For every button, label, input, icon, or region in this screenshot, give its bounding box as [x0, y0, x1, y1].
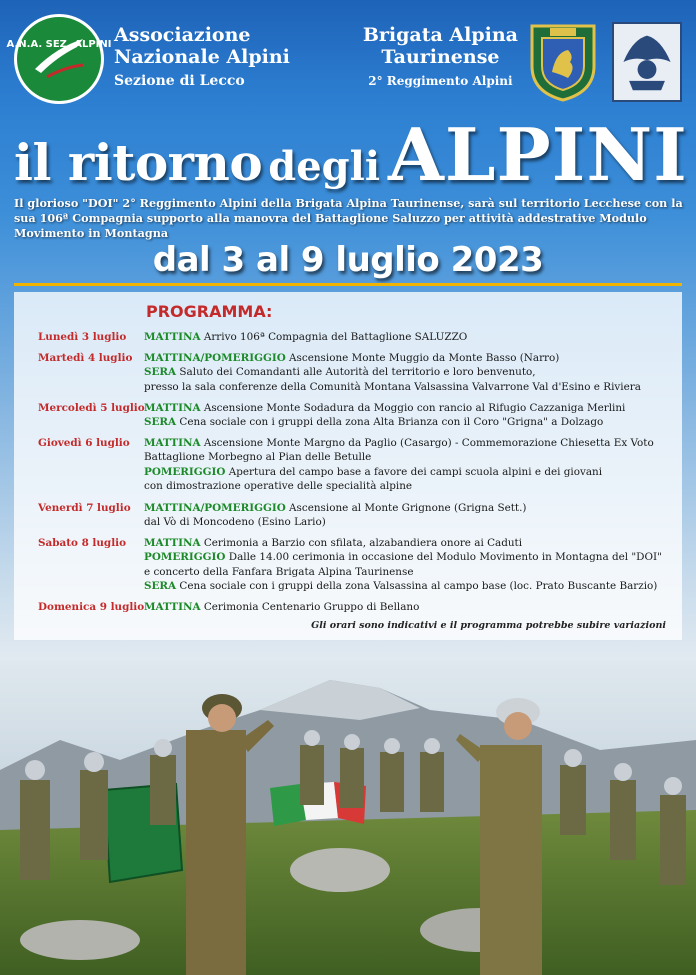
activity-text: Ascensione al Monte Grignone (Grigna Sett.) — [285, 502, 527, 514]
ana-name-line2: Nazionale Alpini — [114, 46, 290, 68]
regiment-crest-icon — [612, 22, 682, 102]
activity-text: Cena sociale con i gruppi della zona Valsassina al campo base (loc. Prato Buscante Barzio) — [176, 579, 658, 592]
programme-heading: PROGRAMMA: — [146, 302, 273, 321]
title-part1: il ritorno — [14, 133, 263, 192]
time-key: SERA — [144, 416, 177, 429]
day-label: Lunedì 3 luglio — [38, 331, 127, 343]
alpine-ceremony-photo — [0, 660, 696, 975]
intro-text: Il glorioso "DOI" 2° Reggimento Alpini della Brigata Alpina Taurinense, sarà sul territorio Lecchese con la sua 106ª Compagnia supporto alla manovra del Battaglione Saluzzo per attività addestrative Modulo Movimento in Montagna — [14, 196, 683, 240]
time-key: SERA — [144, 579, 177, 592]
ana-name-block — [114, 24, 290, 89]
time-key: MATTINA — [144, 601, 201, 613]
taurinense-crest-icon — [528, 22, 598, 102]
activity-text: Saluto dei Comandanti alle Autorità del territorio e loro benvenuto, — [176, 366, 536, 379]
activity-text: Cerimonia a Barzio con sfilata, alzabandiera onore ai Caduti — [200, 537, 523, 549]
title-part2: degli — [268, 143, 381, 190]
ana-section: Sezione di Lecco — [114, 73, 245, 89]
activity-text: Ascensione Monte Muggio da Monte Basso (Narro) — [285, 352, 560, 364]
brigade-block — [363, 24, 518, 88]
day-label: Sabato 8 luglio — [38, 537, 127, 549]
activity-text: Dalle 14.00 cerimonia in occasione del Modulo Movimento in Montagna del "DOI" — [225, 551, 662, 564]
ana-name-line1: Associazione — [114, 24, 251, 46]
activity-text: Battaglione Morbegno al Pian delle Betulle — [144, 451, 372, 464]
activity-text: Arrivo 106ª Compagnia del Battaglione SALUZZO — [200, 331, 468, 343]
activity-text: e concerto della Fanfara Brigata Alpina Taurinense — [144, 565, 414, 578]
day-label: Domenica 9 luglio — [38, 601, 145, 613]
activity-text: dal Vò di Moncodeno (Esino Lario) — [144, 516, 326, 529]
time-key: MATTINA — [144, 437, 201, 449]
ana-logo — [6, 14, 112, 104]
day-label: Venerdì 7 luglio — [38, 502, 131, 514]
day-label: Giovedì 6 luglio — [38, 437, 130, 449]
activity-text: Ascensione Monte Margno da Paglio (Casargo) - Commemorazione Chiesetta Ex Voto — [200, 437, 654, 449]
time-key: MATTINA/POMERIGGIO — [144, 502, 286, 514]
brigade-line2: Taurinense — [381, 46, 500, 68]
time-key: POMERIGGIO — [144, 551, 226, 564]
ana-logo-text: A.N.A. SEZ. ALPINI — [6, 39, 112, 50]
time-key: MATTINA/POMERIGGIO — [144, 352, 286, 364]
time-key: MATTINA — [144, 402, 201, 414]
title-part3: ALPINI — [388, 112, 688, 197]
activity-text: Cerimonia Centenario Gruppo di Bellano — [200, 601, 420, 613]
activity-text: presso la sala conferenze della Comunità Montana Valsassina Valvarrone Val d'Esino e Riviera — [144, 380, 641, 393]
time-key: SERA — [144, 366, 177, 379]
day-label: Mercoledì 5 luglio — [38, 402, 145, 414]
brigade-regiment: 2° Reggimento Alpini — [368, 74, 513, 88]
activity-text: con dimostrazione operative delle specialità alpine — [144, 479, 413, 492]
brigade-line1: Brigata Alpina — [362, 24, 518, 46]
event-dates: dal 3 al 9 luglio 2023 — [152, 240, 544, 280]
disclaimer-note: Gli orari sono indicativi e il programma potrebbe subire variazioni — [311, 620, 666, 631]
poster-title — [14, 112, 688, 197]
activity-text: Cena sociale con i gruppi della zona Alta Brianza con il Coro "Grigna" a Dolzago — [176, 416, 604, 429]
time-key: MATTINA — [144, 331, 201, 343]
time-key: MATTINA — [144, 537, 201, 549]
day-label: Martedì 4 luglio — [38, 352, 133, 364]
activity-text: Apertura del campo base a favore dei campi scuola alpini e dei giovani — [225, 465, 603, 478]
activity-text: Ascensione Monte Sodadura da Moggio con rancio al Rifugio Cazzaniga Merlini — [200, 402, 626, 414]
divider-line — [14, 283, 682, 286]
time-key: POMERIGGIO — [144, 465, 226, 478]
